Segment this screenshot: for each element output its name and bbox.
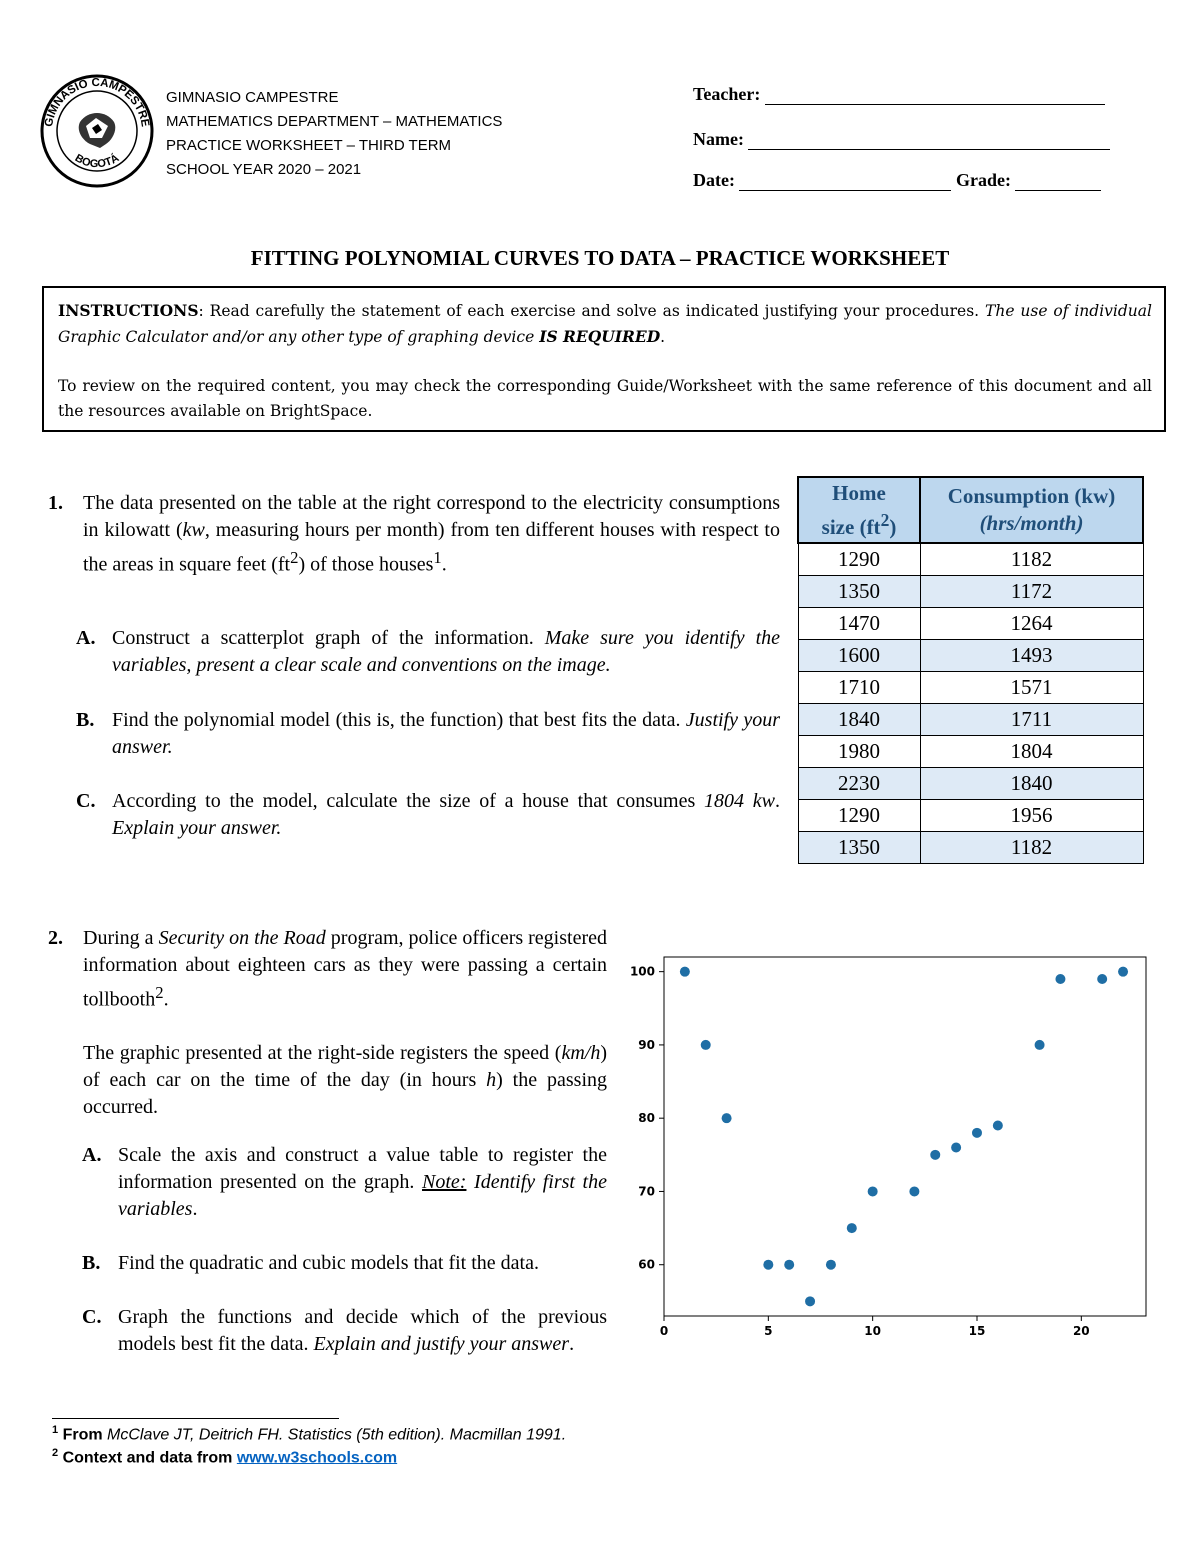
school-info: [166, 86, 502, 182]
x-tick-label: 15: [968, 1324, 986, 1338]
table-row: 2230 1840: [798, 768, 1143, 800]
seal-text-top: GIMNASIO CAMPESTRE: [43, 76, 151, 128]
instructions-label: INSTRUCTIONS: [58, 301, 199, 320]
speed-scatter-chart: [620, 945, 1160, 1345]
table-row: 1840 1711: [798, 704, 1143, 736]
y-tick-label: 60: [638, 1257, 655, 1272]
date-line[interactable]: [739, 172, 951, 191]
date-label: Date:: [693, 170, 735, 190]
seal-text-bottom: BOGOTÁ: [72, 152, 122, 171]
question-1: [48, 490, 780, 579]
data-point: [951, 1142, 961, 1152]
table-row: 1290 1956: [798, 800, 1143, 832]
data-point: [722, 1113, 732, 1123]
header-home-size: Home size $(ft^2)$: [798, 477, 920, 543]
y-tick-label: 100: [629, 964, 655, 979]
y-tick-label: 80: [638, 1111, 655, 1126]
plot-frame: [664, 957, 1146, 1316]
instructions-p1: INSTRUCTIONS: Read carefully the statement of each exercise and solve as indicated justifying your procedures. The use of individual Graphic Calculator and/or any other type of graphing device IS REQUIRED.: [58, 301, 1152, 346]
question-1-number: 1.: [48, 492, 63, 514]
instructions-p2: To review on the required content, you may check the corresponding Guide/Worksheet with the same reference of this document and all the resources available on BrightSpace.: [58, 377, 1152, 420]
teacher-field[interactable]: [693, 84, 1105, 105]
instructions-box: [42, 286, 1166, 432]
data-point: [784, 1260, 794, 1270]
question-2a: A. Scale the axis and construct a value table to register the information presented on the graph. Note: Identify first the variables.: [82, 1144, 607, 1220]
data-point: [1118, 967, 1128, 977]
table-row: 1470 1264: [798, 608, 1143, 640]
question-2-paragraph-2: The graphic presented at the right-side registers the speed (km/h) of each car on the time of the day (in hours h) the passing occurred.: [83, 1041, 607, 1118]
table-row: 1290 1182: [798, 543, 1143, 576]
data-point: [972, 1128, 982, 1138]
data-point: [680, 967, 690, 977]
x-tick-label: 10: [864, 1324, 882, 1338]
department: MATHEMATICS DEPARTMENT – MATHEMATICS: [166, 113, 503, 130]
school-year: SCHOOL YEAR 2020 – 2021: [166, 161, 362, 178]
question-1c: C. According to the model, calculate the size of a house that consumes 1804 kw. Explain your answer.: [76, 790, 780, 839]
page-title: FITTING POLYNOMIAL CURVES TO DATA – PRACTICE WORKSHEET: [250, 246, 950, 270]
y-tick-label: 90: [638, 1037, 655, 1052]
question-2b: B. Find the quadratic and cubic models that fit the data.: [82, 1252, 539, 1274]
data-point: [1097, 974, 1107, 984]
name-label: Name:: [693, 129, 744, 149]
data-point: [805, 1296, 815, 1306]
table-row: 1980 1804: [798, 736, 1143, 768]
data-point: [868, 1186, 878, 1196]
data-point: [1035, 1040, 1045, 1050]
footnote-2: $^2$ Context and data from www.w3schools.com: [52, 1447, 398, 1467]
x-tick-label: 0: [659, 1324, 669, 1338]
question-2: [48, 925, 607, 1121]
data-point: [701, 1040, 711, 1050]
table-header-row: [798, 477, 1143, 543]
date-grade-field[interactable]: [693, 170, 1101, 191]
school-seal-logo: [40, 74, 154, 188]
name-field[interactable]: [693, 129, 1110, 150]
question-2-number: 2.: [48, 927, 63, 949]
footnote-1: $^1$ From McClave JT, Deitrich FH. Statistics (5th edition). Macmillan 1991.: [52, 1424, 567, 1444]
school-name: GIMNASIO CAMPESTRE: [166, 89, 339, 106]
data-point: [993, 1121, 1003, 1131]
table-row: 1350 1172: [798, 576, 1143, 608]
data-point: [930, 1150, 940, 1160]
header-consumption: Consumption (kw) (hrs/month): [920, 477, 1143, 543]
teacher-line[interactable]: [765, 86, 1105, 105]
question-1-text: The data presented on the table at the right correspond to the electricity consumptions in kilowatt (kw, measuring hours per month) from ten different houses with respect to the areas in square feet $(ft^2)$ of those houses$^1$.: [83, 492, 780, 576]
data-point: [847, 1223, 857, 1233]
y-tick-label: 70: [638, 1184, 655, 1199]
name-line[interactable]: [748, 131, 1110, 150]
question-1a: A. Construct a scatterplot graph of the information. Make sure you identify the variables, present a clear scale and conventions on the image.: [76, 627, 781, 676]
question-2-text: During a Security on the Road program, police officers registered information about eighteen cars as they were passing a certain tollbooth$^2$.: [83, 927, 607, 1011]
data-point: [763, 1260, 773, 1270]
question-2c: C. Graph the functions and decide which of the previous models best fit the data. Explain and justify your answer.: [82, 1306, 607, 1355]
data-point: [909, 1186, 919, 1196]
worksheet-term: PRACTICE WORKSHEET – THIRD TERM: [166, 137, 452, 154]
table-row: 1600 1493: [798, 640, 1143, 672]
x-tick-label: 5: [764, 1324, 773, 1338]
table-row: 1710 1571: [798, 672, 1143, 704]
w3schools-link[interactable]: www.w3schools.com: [236, 1449, 398, 1467]
question-1b: B. Find the polynomial model (this is, the function) that best fits the data. Justify your answer.: [76, 709, 780, 758]
grade-label: Grade:: [955, 170, 1011, 190]
data-point: [1055, 974, 1065, 984]
data-point: [826, 1260, 836, 1270]
consumption-table: [797, 476, 1144, 864]
footnote-separator: [52, 1418, 339, 1419]
x-tick-label: 20: [1072, 1324, 1090, 1338]
teacher-label: Teacher:: [693, 84, 761, 104]
grade-line[interactable]: [1015, 172, 1101, 191]
table-row: 1350 1182: [798, 832, 1143, 864]
